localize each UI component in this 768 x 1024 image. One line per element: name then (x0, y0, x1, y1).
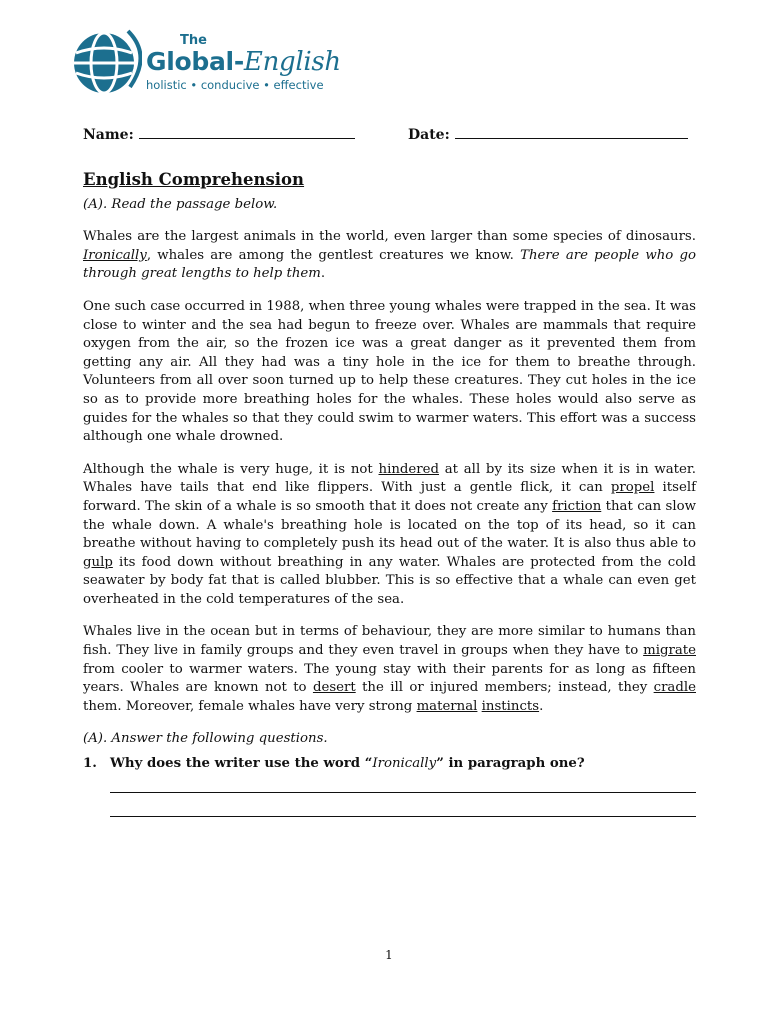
globe-icon (70, 27, 142, 99)
p3-text: itself forward. The skin of a whale is so smooth that it does not create any (83, 480, 696, 514)
word-ironically: Ironically (83, 247, 147, 263)
passage-paragraph-2: One such case occurred in 1988, when three young whales were trapped in the sea. It was close to winter and the sea had begun to freeze over. Whales are mammals that require oxygen from the air, so the frozen ice was a great danger as it prevented them from getting any air. All they had was a tiny hole in the ice for them to breathe through. Volunteers from all over soon turned up to help these creatures. They cut holes in the ice so as to provide more breathing holes for the whales. These holes would also serve as guides for the whales so that they could swim to warmer waters. This effort was a success although one whale drowned. (83, 298, 696, 445)
p1-text: , whales are among the gentlest creatures we know. (146, 247, 514, 263)
word-migrate: migrate (643, 643, 696, 659)
page-number: 1 (385, 948, 393, 962)
logo-english: English (243, 47, 341, 77)
question-1 (83, 755, 696, 774)
questions-instruction: (A). Answer the following questions. (83, 731, 328, 747)
p4-end: . (539, 698, 544, 714)
date-label: Date: (408, 127, 450, 143)
p4-text: them. Moreover, female whales have very strong (83, 698, 413, 714)
p1-end: . (320, 266, 326, 282)
read-instruction: (A). Read the passage below. (83, 196, 278, 212)
word-gulp: gulp (83, 554, 113, 570)
word-desert: desert (312, 680, 356, 696)
logo-the: The (180, 33, 207, 48)
p1-italic-sentence: There are people who go through great lengths to help them (83, 247, 697, 282)
logo-title (146, 47, 341, 77)
question-text: ” in paragraph one? (436, 756, 585, 772)
p1-text: Whales are the largest animals in the world, even larger than some species of dinosaurs. (83, 229, 696, 245)
word-hindered: hindered (378, 461, 439, 477)
p3-text: that can slow the whale down. A whale's breathing hole is located on the top of its head, so it can breathe without having to completely push its head out of the water. It is also thus able to (83, 498, 696, 552)
question-text: Why does the writer use the word “ (110, 756, 373, 772)
p4-text: the ill or injured members; instead, they (362, 680, 648, 696)
p4-text: from cooler to warmer waters. The young stay with their parents for as long as fifteen years. Whales are known not to (83, 661, 696, 696)
p4-text: Whales live in the ocean but in terms of behaviour, they are more similar to humans than fish. They live in family groups and they even travel in groups when they have to (83, 624, 696, 659)
logo-dash: - (233, 47, 244, 76)
name-blank-line[interactable] (139, 124, 355, 139)
passage-paragraph-4 (83, 623, 696, 716)
answer-line[interactable] (110, 816, 696, 817)
answer-line[interactable] (110, 792, 696, 793)
name-label: Name: (83, 127, 134, 143)
word-cradle: cradle (653, 680, 696, 696)
logo (70, 25, 370, 100)
date-field[interactable] (408, 124, 688, 143)
p3-text: its food down without breathing in any water. Whales are protected from the cold seawater by body fat that is called blubber. This is so effective that a whale can even get overheated in the cold temperatures of the sea. (83, 554, 696, 607)
logo-tagline: holistic • conducive • effective (146, 78, 324, 92)
p3-text: at all by its size when it is in water. Whales have tails that end like flippers. With just a gentle flick, it can (83, 461, 697, 496)
worksheet-title: English Comprehension (83, 170, 305, 189)
passage-paragraph-1 (83, 228, 696, 284)
worksheet-content (83, 168, 696, 817)
word-propel: propel (610, 480, 655, 496)
question-number: 1. (83, 756, 97, 772)
question-word-ironically: Ironically (372, 756, 437, 772)
name-field[interactable] (83, 124, 355, 143)
date-blank-line[interactable] (455, 124, 688, 139)
word-friction: friction (552, 498, 602, 514)
passage-paragraph-3 (83, 461, 696, 610)
p3-text: Although the whale is very huge, it is not (83, 461, 373, 477)
logo-global: Global (146, 47, 234, 76)
word-instincts: instincts (481, 698, 540, 714)
word-maternal: maternal (416, 698, 478, 714)
